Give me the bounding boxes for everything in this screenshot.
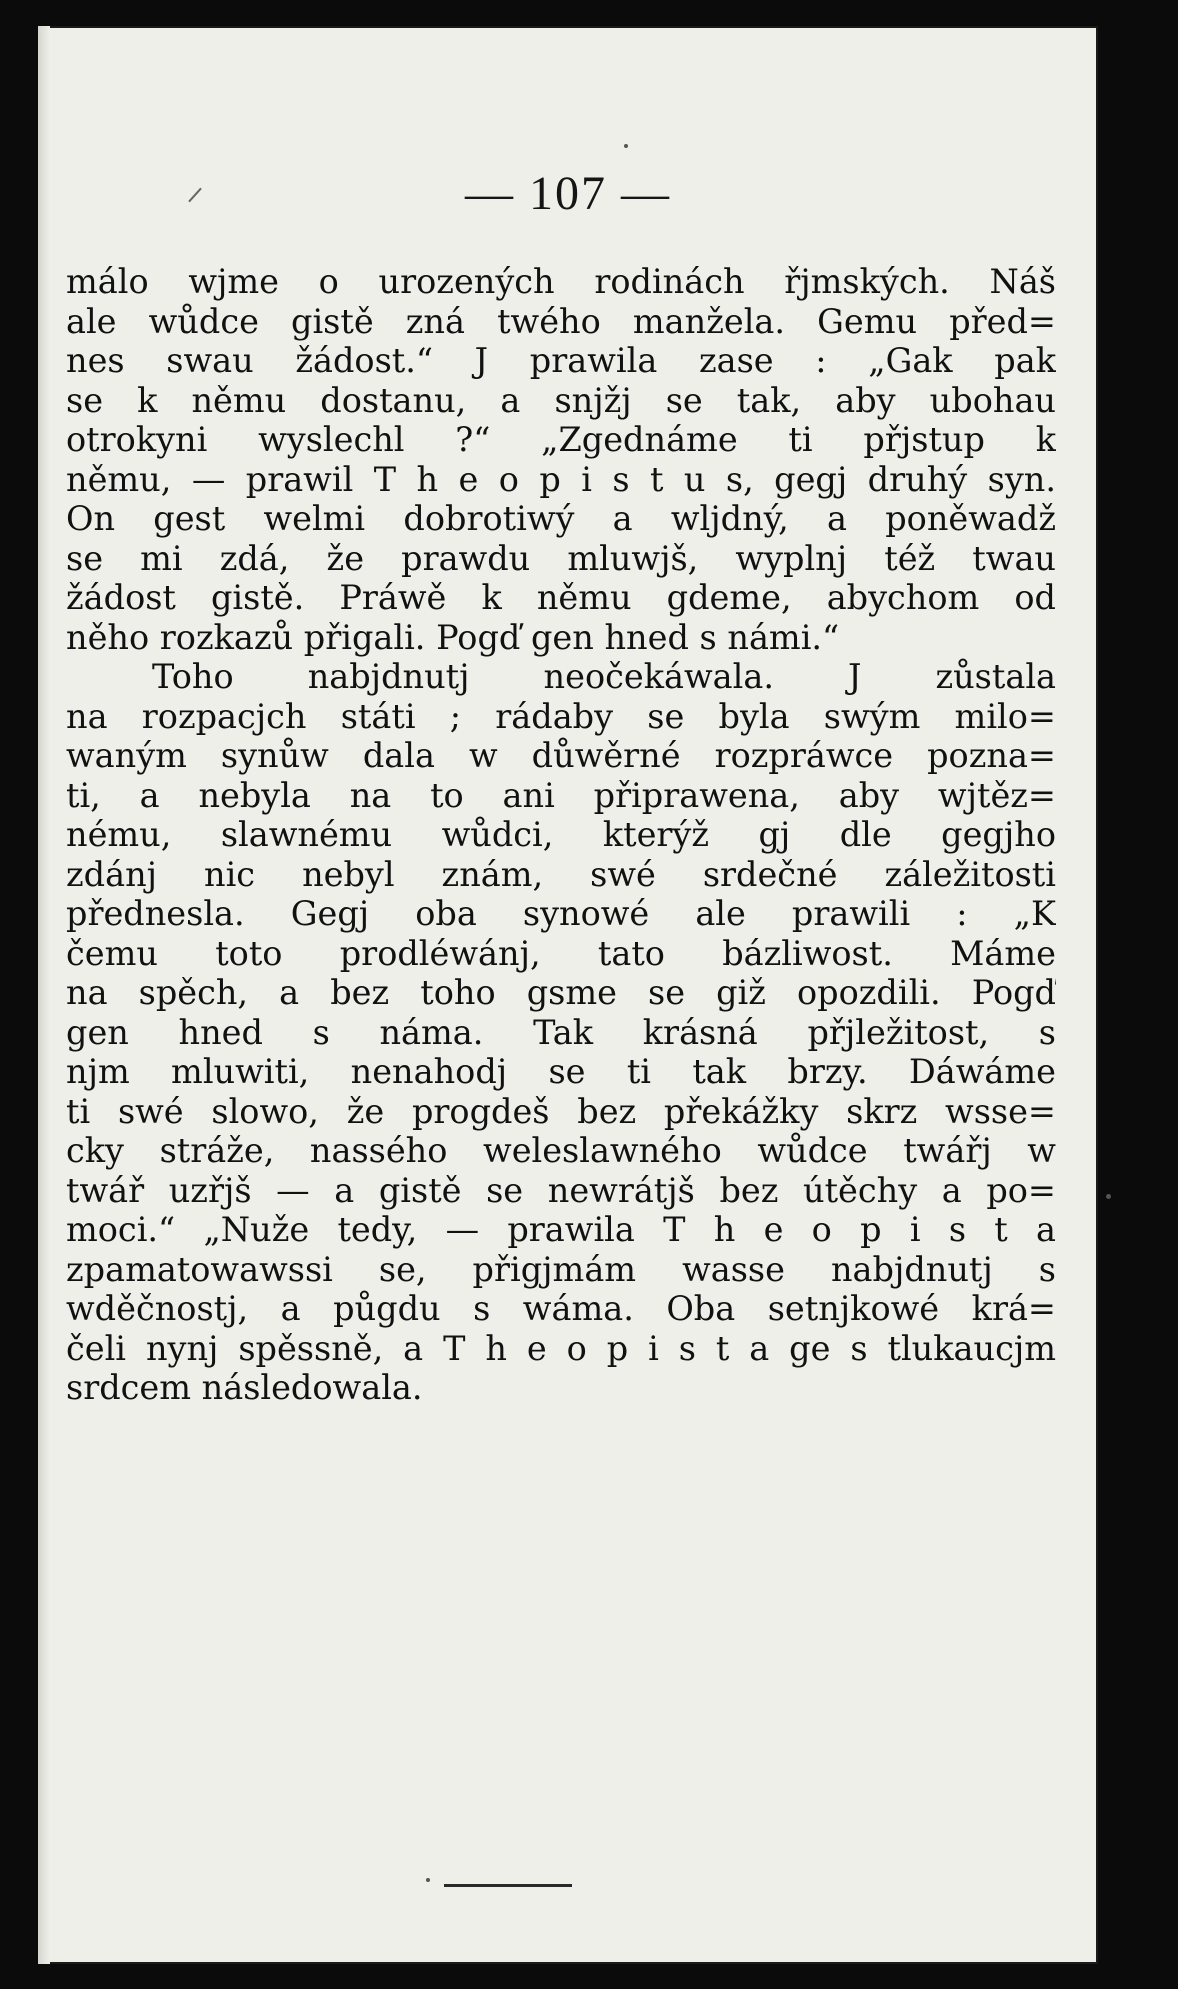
text-line: nému, slawnému wůdci, kterýž gj dle gegjho	[66, 815, 1056, 854]
text-line: nes swau žádost.“ J prawila zase : „Gak pak	[66, 341, 1056, 380]
text-line: moci.“ „Nuže tedy, — prawila T h e o p i s t a	[66, 1210, 1056, 1249]
body-text	[66, 262, 1056, 1408]
text-line: srdcem následowala.	[66, 1368, 423, 1407]
text-line: Toho nabjdnutj neočekáwala. J zůstala	[152, 657, 1056, 696]
text-line: čemu toto prodléwánj, tato bázliwost. Máme	[66, 933, 1056, 973]
text-line: njm mluwiti, nenahodj se ti tak brzy. Dáwáme	[66, 1052, 1056, 1091]
text-line: twář uzřjš — a gistě se newrátjš bez útěchy a po=	[66, 1170, 1056, 1210]
text-line: waným synůw dala w důwěrné rozpráwce pozna=	[66, 736, 1056, 775]
page-edge	[38, 26, 50, 1964]
text-line: se mi zdá, že prawdu mluwjš, wyplnj též twau	[66, 538, 1056, 578]
text-line: málo wjme o urozených rodinách řjmských. Náš	[66, 262, 1056, 301]
end-rule	[444, 1884, 572, 1887]
text-line: otrokyni wyslechl ?“ „Zgednáme ti přjstup k	[66, 420, 1056, 459]
text-line: On gest welmi dobrotiwý a wljdný, a poněwadž	[66, 499, 1056, 538]
ink-speck	[1106, 1194, 1111, 1199]
ink-speck	[624, 144, 628, 148]
text-line: žádost gistě. Práwě k němu gdeme, abychom od	[66, 578, 1056, 617]
text-line: gen hned s náma. Tak krásná přjležitost, s	[66, 1012, 1056, 1052]
text-line: na rozpacjch státi ; rádaby se byla swým milo=	[66, 696, 1056, 736]
text-line: němu, — prawil T h e o p i s t u s, gegj druhý syn.	[66, 459, 1056, 499]
text-line: ti, a nebyla na to ani připrawena, aby wjtěz=	[66, 775, 1056, 815]
text-line: čeli nynj spěssně, a T h e o p i s t a ge s tlukaucjm	[66, 1328, 1056, 1368]
text-line: ale wůdce gistě zná twého manžela. Gemu před=	[66, 301, 1056, 341]
text-line: cky stráže, nassého weleslawného wůdce twářj w	[66, 1131, 1056, 1170]
text-line: ti swé slowo, že progdeš bez překážky skrz wsse=	[66, 1091, 1056, 1131]
text-line: zdánj nic nebyl znám, swé srdečné záležitosti	[66, 854, 1056, 894]
text-line: se k němu dostanu, a snjžj se tak, aby ubohau	[66, 380, 1056, 420]
text-line: wděčnostj, a půgdu s wáma. Oba setnjkowé krá=	[66, 1289, 1056, 1328]
text-line: přednesla. Gegj oba synowé ale prawili : „K	[66, 894, 1056, 933]
text-line: něho rozkazů přigali. Pogď gen hned s námi.“	[66, 617, 840, 657]
text-line: na spěch, a bez toho gsme se giž opozdili. Pogď	[66, 973, 1056, 1012]
ink-speck	[426, 1878, 430, 1882]
page-number: — 107 —	[465, 167, 671, 220]
book-page	[38, 26, 1098, 1964]
text-line: zpamatowawssi se, přigjmám wasse nabjdnutj s	[66, 1249, 1056, 1289]
